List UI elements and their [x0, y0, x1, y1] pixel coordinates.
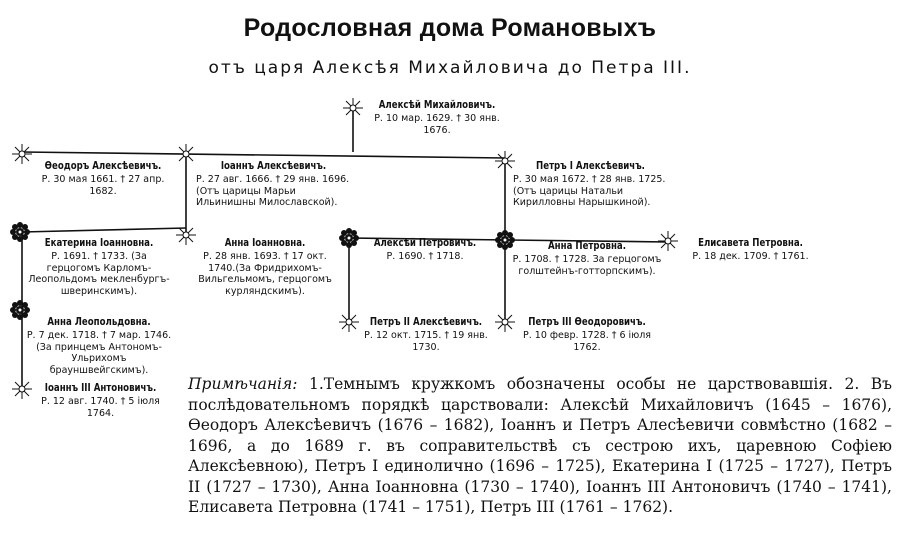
person-anna-petrovna [512, 240, 662, 277]
person-aleksei-petrovich [360, 237, 490, 263]
person-aleksei-mikhailovich [362, 99, 512, 136]
page-subtitle: отъ царя Алексѣя Михайловича до Петра III. [208, 58, 692, 78]
person-dates: Р. 10 февр. 1728. † 6 іюля 1762. [523, 330, 651, 353]
footnote-text: 1.Темнымъ кружкомъ обозначены особы не царствовавшія. 2. Въ послѣдовательномъ порядкѣ царствовали: Алексѣй Михайловичъ (1645 – 1676), Ѳеодоръ Алексѣевичъ (1676 – 1682), Іоаннъ и Петръ Алесѣевичи совмѣстно (1682 – 1696, а до 1689 г. въ соправительствѣ съ сестрою ихъ, царевною Софіею Алексѣевною), Петръ I единолично (1696 – 1725), Екатерина I (1725 – 1727), Петръ II (1727 – 1730), Анна Іоанновна (1730 – 1740), Іоаннъ III Антоновичъ (1740 – 1741), Елисавета Петровна (1741 – 1751), Петръ III (1761 – 1762). [188, 375, 892, 516]
person-dates: Р. 1691. † 1733. (За герцогомъ Карломъ-Леопольдомъ мекленбургъ-шверинскимъ). [28, 251, 170, 297]
person-ekaterina-ioannovna [24, 237, 174, 297]
person-name: Іоаннъ Алексѣевичъ. [220, 160, 327, 172]
page-title: Родословная дома Романовыхъ [243, 14, 657, 42]
person-name: Елисавета Петровна. [698, 237, 803, 249]
person-dates: Р. 1708. † 1728. За герцогомъ голштейнъ-готторпскимъ). [512, 254, 662, 277]
person-name: Алексѣй Петровичъ. [373, 237, 477, 249]
person-name: Алексѣй Михайловичъ. [378, 99, 496, 111]
person-petr-i [513, 160, 668, 209]
person-dates: Р. 12 окт. 1715. † 19 янв. 1730. [364, 330, 488, 353]
person-ioann-iii [28, 382, 173, 419]
person-name: Екатерина Іоанновна. [44, 237, 154, 249]
person-elisaveta-petrovna [678, 237, 823, 263]
person-dates: Р. 10 мар. 1629. † 30 янв. 1676. [374, 113, 500, 136]
person-name: Петръ III Ѳеодоровичъ. [528, 316, 646, 328]
person-anna-ioannovna [190, 237, 340, 297]
person-name: Ѳеодоръ Алексѣевичъ. [44, 160, 162, 172]
footnote-label: Примѣчанія: [188, 375, 298, 393]
non-reigned-flower-icon [338, 227, 360, 249]
person-name: Анна Петровна. [548, 240, 626, 252]
person-dates: Р. 30 мая 1672. † 28 янв. 1725. (Отъ царицы Натальи Кирилловны Нарышкиной). [513, 174, 666, 208]
person-dates: Р. 30 мая 1661. † 27 апр. 1682. [41, 174, 165, 197]
person-dates: Р. 1690. † 1718. [386, 251, 464, 262]
reigned-starburst-icon [342, 97, 364, 119]
person-dates: Р. 28 янв. 1693. † 17 окт. 1740.(За Фридрихомъ-Вильгельмомъ, герцогомъ курляндскимъ). [198, 251, 332, 297]
person-dates: Р. 7 дек. 1718. † 7 мар. 1746. (За принцемъ Антономъ-Ульрихомъ брауншвейгскимъ). [26, 330, 172, 376]
person-dates: Р. 12 авг. 1740. † 5 іюля 1764. [41, 396, 160, 419]
person-ioann-alekseevich [196, 160, 351, 209]
person-dates: Р. 18 дек. 1709. † 1761. [692, 251, 809, 262]
person-petr-ii [356, 316, 496, 353]
person-dates: Р. 27 авг. 1666. † 29 янв. 1696. (Отъ царицы Марьи Ильинишны Милославской). [196, 174, 350, 208]
footnote [188, 374, 892, 518]
reigned-starburst-icon [175, 143, 197, 165]
person-name: Петръ II Алексѣевичъ. [369, 316, 483, 328]
person-petr-iii [512, 316, 662, 353]
person-name: Петръ I Алексѣевичъ. [536, 160, 645, 172]
person-name: Анна Леопольдовна. [47, 316, 151, 328]
person-feodor-alekseevich [28, 160, 178, 197]
person-name: Іоаннъ III Антоновичъ. [44, 382, 157, 394]
person-name: Анна Іоанновна. [224, 237, 306, 249]
person-anna-leopoldovna [24, 316, 174, 376]
